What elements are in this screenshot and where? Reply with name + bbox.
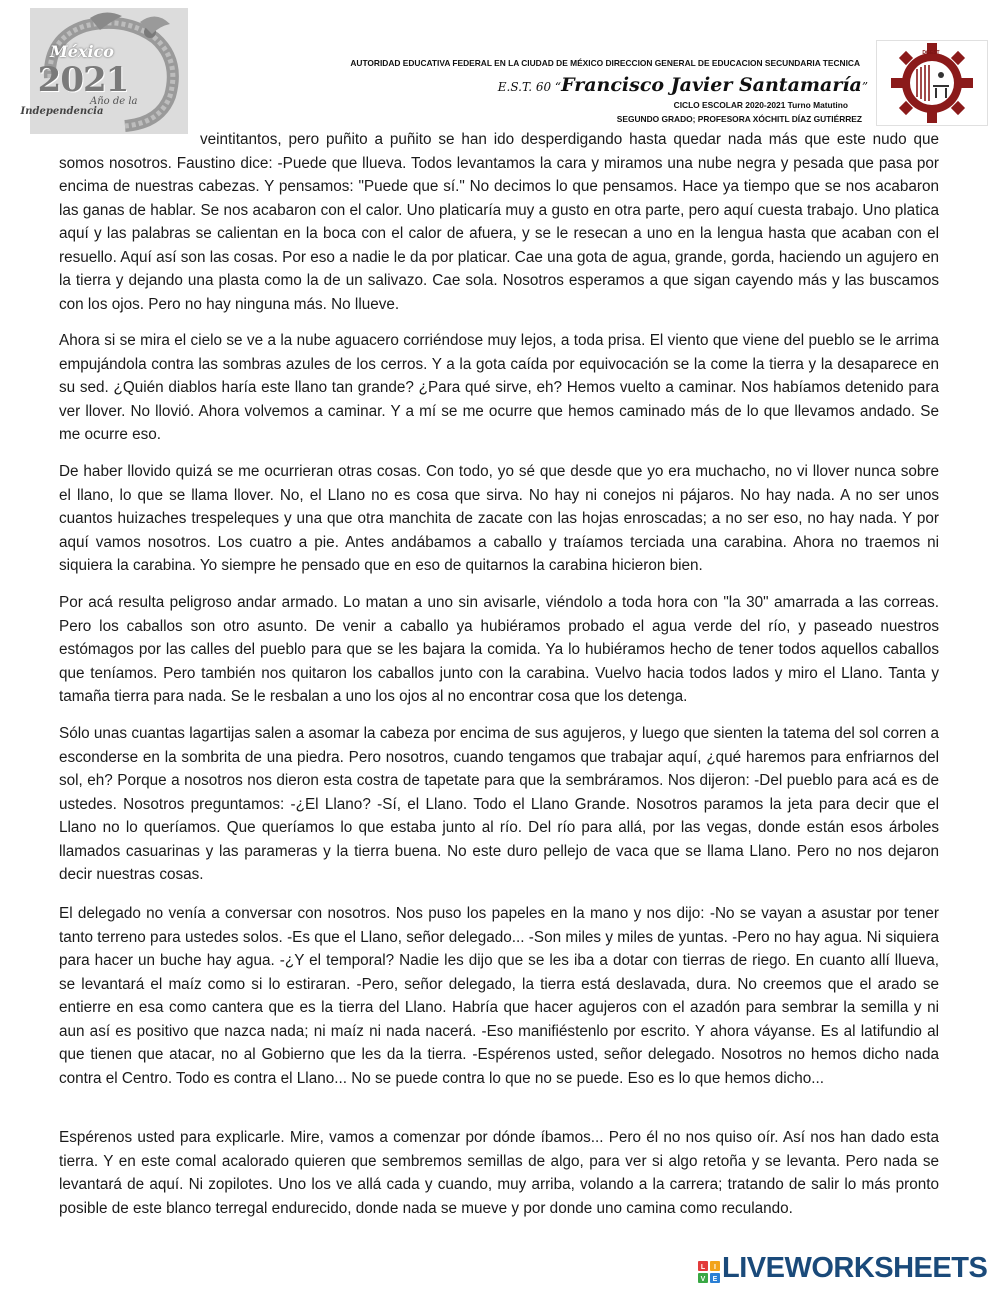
paragraph-4: Por acá resulta peligroso andar armado. Lo matan a uno sin avisarle, viéndolo a toda hora con "la 30" amarrada a las correas. Pero los caballos son otro asunto. De venir a caballo ya hubiéramos probado el agua verde del río, y paseado nuestros estómagos por las calles del pueblo para que se les bajara la comida. Ya lo hubiéramos hecho de tener todos aquellos caballos que teníamos. Pero también nos quitaron los caballos junto con la carabina. Vuelvo hacia todos lados y miro el Llano. Tanta y tamaña tierra para nada. Se le resbalan a uno los ojos al no encontrar cosa que los detenga. xyxy=(59,594,939,705)
paragraph-6: El delegado no venía a conversar con nosotros. Nos puso los papeles en la mano y nos dijo: -No se vayan a asustar por tener tanto terreno para ustedes solos. -Es que el Llano, señor delegado... -Son miles y miles de yuntas. -Pero no hay agua. Ni siquiera para hacer un buche hay agua. -¿Y el temporal? Nadie les dijo que se les iba a dotar con tierras de riego. En cuanto allí llueva, se levantará el maíz como si lo estiraran. -Pero, señor delegado, la tierra está deslavada, dura. No creemos que el arado se entierre en esa como cantera que es la tierra del Llano. Habría que hacer agujeros con el azadón para sembrar la semilla y ni aun así es positivo que nazca nada; ni maíz ni nada nacerá. -Eso manifiéstenlo por escrito. Y ahora váyanse. Es al latifundio al que tienen que atacar, no al Gobierno que les da la tierra. -Espérenos usted, señor delegado. Nosotros no hemos dicho nada contra el Centro. Todo es contra el Llano... No se puede contra lo que no se puede. Eso es lo que hemos dicho... xyxy=(59,905,939,1087)
grade-teacher: SEGUNDO GRADO; PROFESORA XÓCHITL DÍAZ GUTIÉRREZ xyxy=(616,114,862,124)
badge-letter-e: E xyxy=(712,1276,718,1283)
dgest-label: DGEST xyxy=(922,50,940,56)
logo-anio-text: Año de la xyxy=(90,96,138,107)
liveworksheets-brand: LIVEWORKSHEETS xyxy=(722,1252,988,1284)
school-close-quote: ” xyxy=(861,80,868,94)
logo-independencia-text: Independencia xyxy=(20,106,104,117)
school-cycle: CICLO ESCOLAR 2020-2021 Turno Matutino xyxy=(673,100,848,110)
school-code: E.S.T. 60 “ xyxy=(497,80,562,94)
school-heading xyxy=(400,74,868,96)
badge-letter-i: I xyxy=(714,1264,716,1271)
paragraph-3: De haber llovido quizá se me ocurrieran otras cosas. Con todo, yo sé que desde que yo era muchacho, no vi llover nunca sobre el llano, lo que se llama llover. No, el Llano no es cosa que sirva. No hay ni conejos ni pájaros. No hay nada. A no ser unos cuantos huizaches trespeleques y una que otra manchita de zacate con las hojas enroscadas; a no ser eso, no hay nada. Y por aquí vamos nosotros. Los cuatro a pie. Antes andábamos a caballo y traíamos terciada una carabina. Ahora no traemos ni siquiera la carabina. Yo siempre he pensado que en eso de quitarnos la carabina hicieron bien. xyxy=(59,463,939,574)
liveworksheets-badge-icon xyxy=(698,1261,720,1283)
authority-heading: AUTORIDAD EDUCATIVA FEDERAL EN LA CIUDAD DE MÉXICO DIRECCION GENERAL DE EDUCACION SECUNDARIA TECNICA xyxy=(350,58,860,68)
school-name: Francisco Javier Santamaría xyxy=(561,74,862,96)
paragraph-7: Espérenos usted para explicarle. Mire, vamos a comenzar por dónde íbamos... Pero él no nos quiso oír. Así nos han dado esta tierra. Y en este comal acalorado quieren que sembremos semillas de algo, para ver si algo retoña y se levanta. Pero nada se levantará de aquí. Ni zopilotes. Uno los ve allá cada y cuando, muy arriba, volando a la carrera; tratando de salir lo más pronto posible de este blanco terregal endurecido, donde nada se mueve y por donde uno camina como reculando. xyxy=(59,1129,939,1217)
logo-mexico-text: México xyxy=(50,42,114,61)
paragraph-1: veintitantos, pero puñito a puñito se han ido desperdigando hasta quedar nada más que este nudo que somos nosotros. Faustino dice: -Puede que llueva. Todos levantamos la cara y miramos una nube negra y pesada que pasa por encima de nuestras cabezas. Y pensamos: "Puede que sí." No decimos lo que pensamos. Hace ya tiempo que se nos acabaron las ganas de hablar. Se nos acabaron con el calor. Uno platicaría muy a gusto en otra parte, pero aquí cuesta trabajo. Uno platica aquí y las palabras se calientan en la boca con el calor de afuera, y se le resecan a uno en la lengua hasta que acaban con el resuello. Aquí así son las cosas. Por eso a nadie le da por platicar. Cae una gota de agua, grande, gorda, haciendo un agujero en la tierra y dejando una plasta como la de un salivazo. Cae sola. Nosotros esperamos a que sigan cayendo más y las buscamos con los ojos. Pero no hay ninguna más. No llueve. xyxy=(59,131,939,313)
badge-letter-l: L xyxy=(700,1264,706,1271)
paragraph-5: Sólo unas cuantas lagartijas salen a asomar la cabeza por encima de sus agujeros, y luego que sienten la tatema del sol corren a esconderse en la sombrita de una piedra. Pero nosotros, cuando tengamos que trabajar aquí, ¿qué haremos para enfriarnos del sol, eh? Porque a nosotros nos dieron esta costra de tapetate para que la sembráramos. Nos dijeron: -Del pueblo para acá es de ustedes. Nosotros preguntamos: -¿El Llano? -Sí, el Llano. Todo el Llano Grande. Nosotros paramos la jeta para decir que el Llano no lo queríamos. Que queríamos lo que estaba junto al río. Del río para allá, por las vegas, donde están esos árboles llamados casuarinas y las parameras y la tierra buena. No este duro pellejo de vaca que se llama Llano. Pero no nos dejaron decir nuestras cosas. xyxy=(59,725,939,883)
logo-year-text: 2021 xyxy=(37,60,129,100)
paragraph-2: Ahora si se mira el cielo se ve a la nube aguacero corriéndose muy lejos, a toda prisa. El viento que viene del pueblo se le arrima empujándola contra las sombras azules de los cerros. Y a la gota caída por equivocación se la come la tierra y la desaparece en su sed. ¿Quién diablos haría este llano tan grande? ¿Para qué sirve, eh? Hemos vuelto a caminar. Nos habíamos detenido para ver llover. No llovió. Ahora volvemos a caminar. Y a mí se me ocurre que hemos caminado más de lo que llevamos andado. Se me ocurre eso. xyxy=(59,332,939,443)
badge-letter-v: V xyxy=(700,1276,706,1283)
